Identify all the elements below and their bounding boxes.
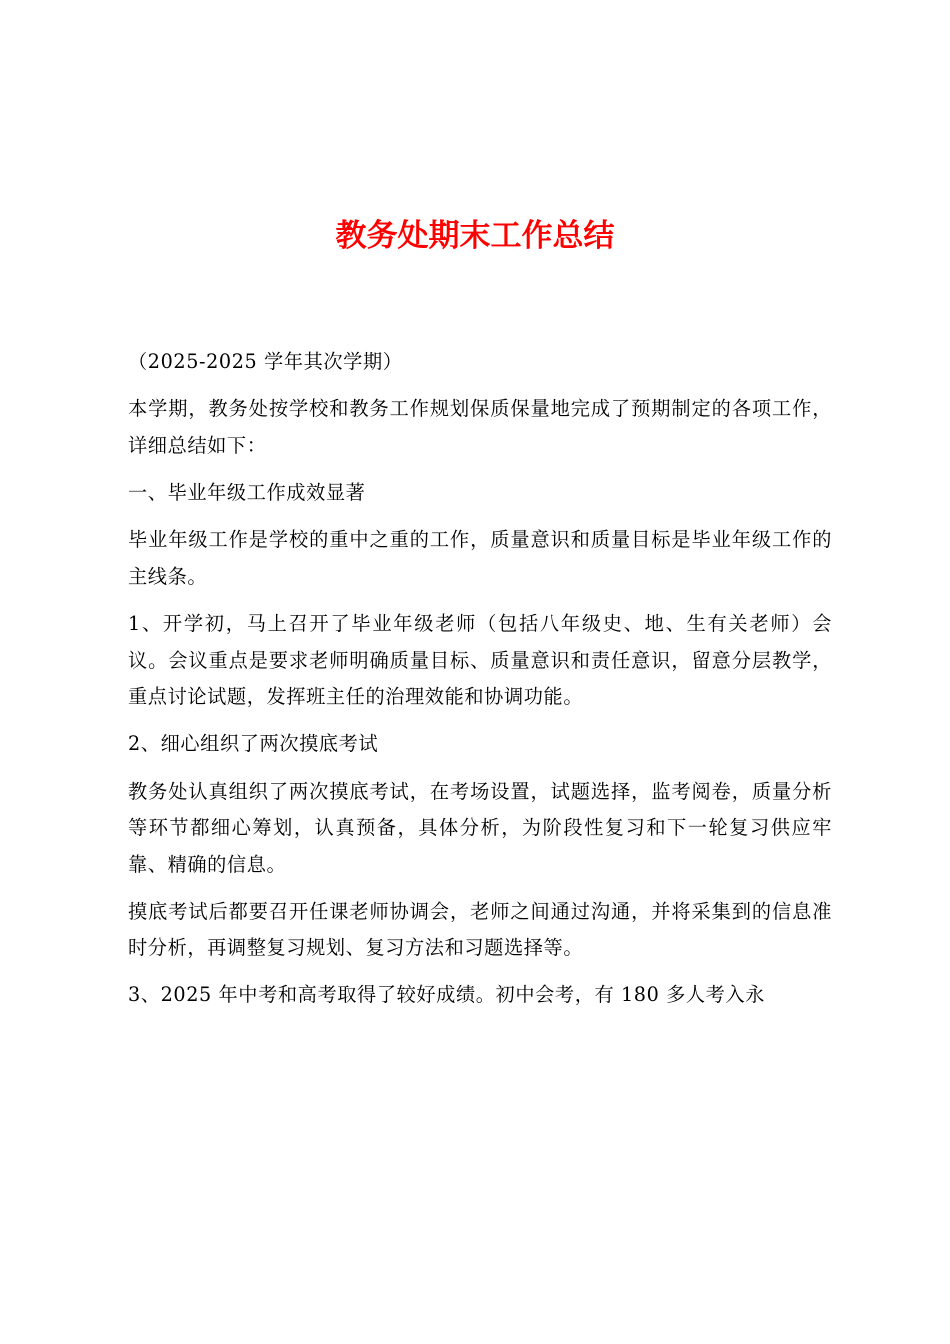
paragraph-mock-exam-organization: 教务处认真组织了两次摸底考试，在考场设置，试题选择，监考阅卷，质量分析等环节都细心筹划，认真预备，具体分析，为阶段性复习和下一轮复习供应牢靠、精确的信息。 [128, 779, 832, 876]
semester-subtitle: （2025-2025 学年其次学期） [128, 350, 403, 373]
item-3-exam-results: 3、2025 年中考和高考取得了较好成绩。初中会考，有 180 多人考入永 [128, 983, 766, 1007]
document-title: 教务处期末工作总结 [335, 218, 615, 254]
document-body [128, 344, 832, 1024]
paragraph-coordination-meeting: 摸底考试后都要召开任课老师协调会，老师之间通过沟通，并将采集到的信息准时分析，再调整复习规划、复习方法和习题选择等。 [128, 899, 832, 960]
item-1-meeting: 1、开学初，马上召开了毕业年级老师（包括八年级史、地、生有关老师）会议。会议重点是要求老师明确质量目标、质量意识和责任意识，留意分层教学，重点讨论试题，发挥班主任的治理效能和协调功能。 [128, 611, 832, 709]
paragraph-graduation-work: 毕业年级工作是学校的重中之重的工作，质量意识和质量目标是毕业年级工作的主线条。 [128, 528, 832, 588]
intro-paragraph: 本学期，教务处按学校和教务工作规划保质保量地完成了预期制定的各项工作，详细总结如下： [128, 397, 832, 457]
section-heading-1: 一、毕业年级工作成效显著 [128, 480, 366, 504]
item-2-mock-exams: 2、细心组织了两次摸底考试 [128, 732, 379, 756]
